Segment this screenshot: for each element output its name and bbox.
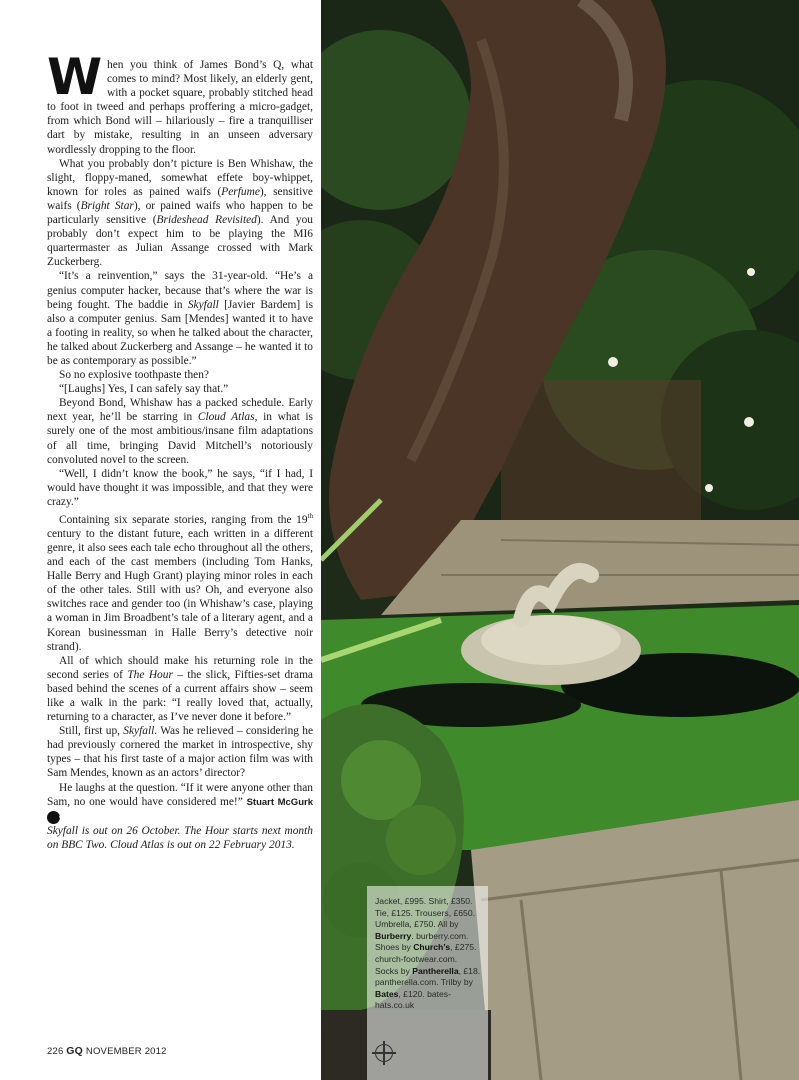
paragraph-8: Containing six separate stories, ranging from the 19th century to the distant future, each written in a different genre, it also sees each tale echo throughout all the others, and each of the cast members (including Tom Hanks, Halle Berry and Hugh Grant) playing minor roles in each of the other tales. Still with us? Oh, and everyone also switches race and gender too (in Whishaw’s case, playing a woman in Jim Broadbent’s tale of a literary agent, and a Korean businessman in Halle Berry’s detective noir strand). [47,512,313,653]
paragraph-2: What you probably don’t picture is Ben Whishaw, the slight, floppy-maned, somewhat effete boy-whippet, known for roles as pained waifs (Perfume), sensitive waifs (Bright Star), or pained waifs who happen to be particularly sensitive (Brideshead Revisited). And you probably don’t expect him to be playing the MI6 quartermaster as Julian Assange crossed with Mark Zuckerberg. [47,157,313,269]
page-footer [47,1045,167,1057]
issue-date: NOVEMBER 2012 [85,1046,167,1057]
paragraph-9: All of which should make his returning role in the second series of The Hour – the slick, Fifties-set drama based behind the scenes of a current affairs show – seem like a walk in the park: “I really loved that, actually, returning to a character, as I’ve never done it before.” [47,654,313,724]
byline: Stuart McGurk [246,796,313,808]
article-body [47,48,314,852]
paragraph-1: When you think of James Bond’s Q, what comes to mind? Most likely, an elderly gent, with a pocket square, probably stitched head to foot in tweed and perhaps proffering a micro-gadget, from which Bond will – hilariously – fire a tranquilliser dart by mistake, resulting in an unseen adversary wordlessly dropping to the floor. [47,48,313,156]
paragraph-3: “It’s a reinvention,” says the 31-year-old. “He’s a genius computer hacker, because that’s where the war is being fought. The baddie in Skyfall [Javier Bardem] is also a computer genius. Sam [Mendes] wanted it to have a footing in reality, so when he talked about the character, he talked about Zuckerberg and Assange – he wanted it to be as contemporary as possible.” [47,270,314,367]
release-note: Skyfall is out on 26 October. The Hour starts next month on BBC Two. Cloud Atlas is out on 22 February 2013. [47,824,313,851]
drop-cap: W [47,48,103,106]
crosshair-icon [375,1044,393,1062]
gq-end-mark: GQ [47,811,60,824]
paragraph-11: He laughs at the question. “If it were anyone other than Sam, no one would have considered me!” Stuart McGurk GQ [47,781,313,824]
article-column [47,48,314,1058]
fashion-credits-caption: Jacket, £995. Shirt, £350. Tie, £125. Trousers, £650. Umbrella, £750. All by Burberry. burberry.com. Shoes by Church’s, £275. church-footwear.com. Socks by Pantherella, £18. pantherella.com. Trilby by Bates, £120. bates-hats.co.uk [367,886,488,1080]
paragraph-4: So no explosive toothpaste then? [59,369,209,382]
paragraph-10: Still, first up, Skyfall. Was he relieved – considering he had previously cornered the market in introspective, shy types – that his first taste of a major action film was with Sam Mendes, known as an actors’ director? [47,725,313,780]
paragraph-7: “Well, I didn’t know the book,” he says, “if I had, I would have thought it was impossible, and that they were crazy.” [47,467,313,508]
paragraph-6: Beyond Bond, Whishaw has a packed schedule. Early next year, he’ll be starring in Cloud Atlas, in what is surely one of the most ambitious/insane film adaptations of all time, bringing David Mitchell’s notoriously convoluted novel to the screen. [47,397,313,466]
page-number: 226 [47,1046,64,1057]
paragraph-5: “[Laughs] Yes, I can safely say that.” [59,383,229,396]
magazine-name: GQ [66,1045,84,1057]
